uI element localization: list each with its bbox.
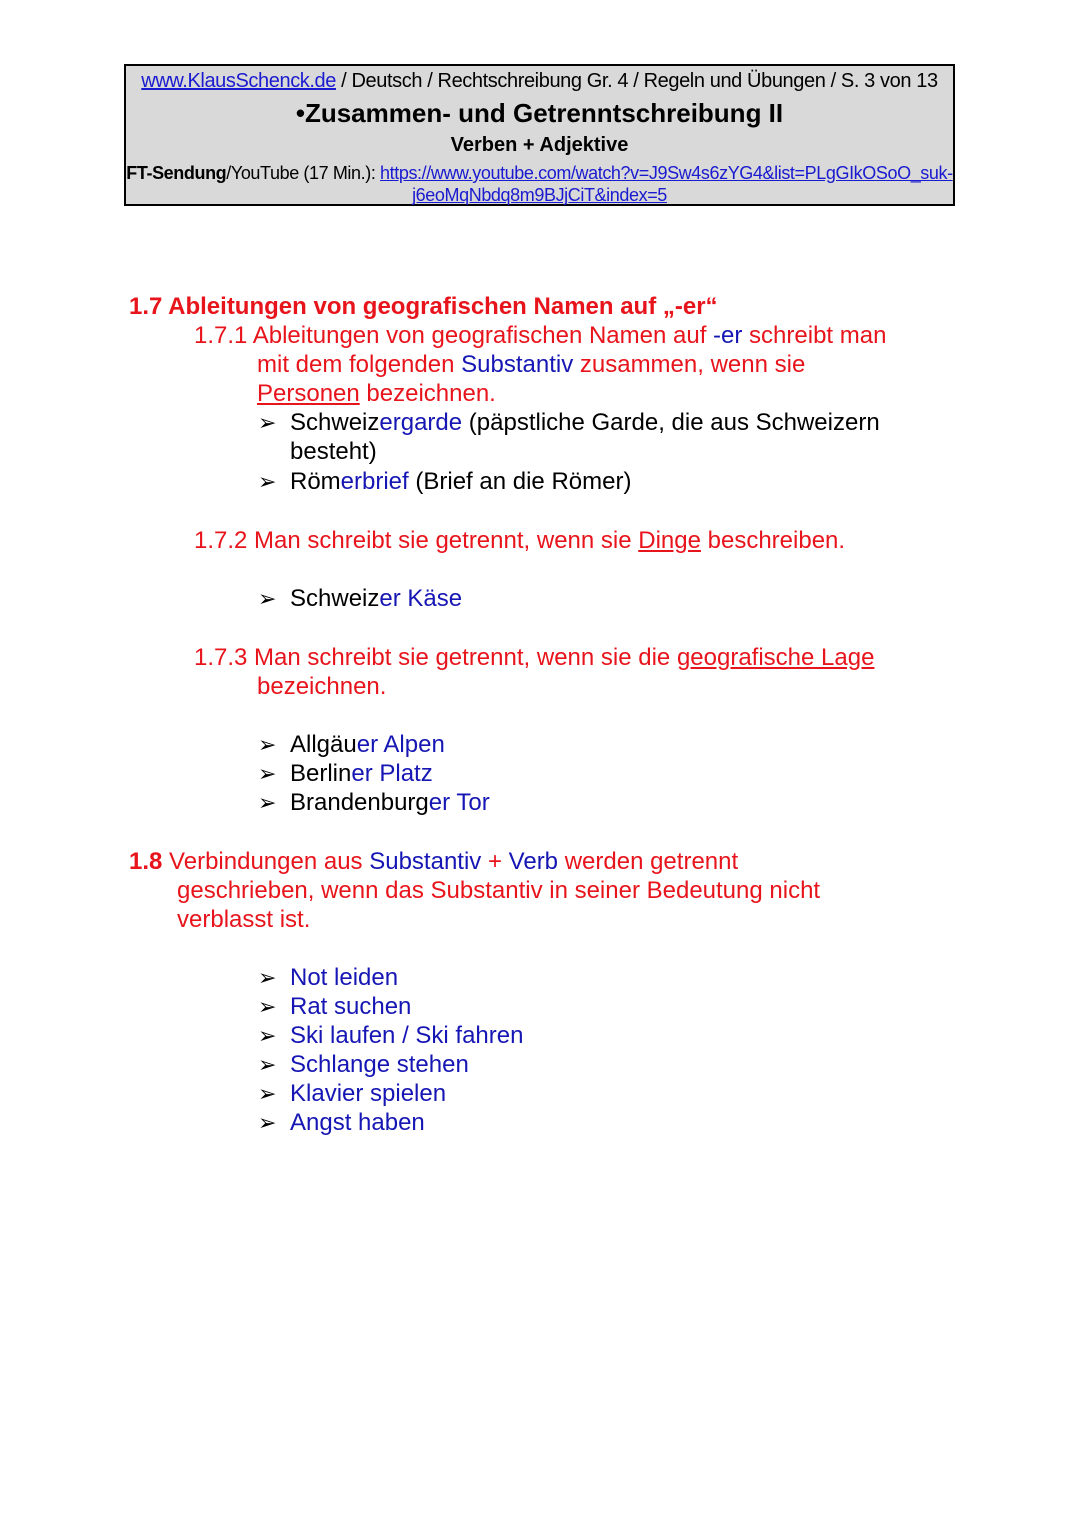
- bullet-arrow-icon: ➢: [258, 586, 277, 611]
- rule-text: 1.7.1 Ableitungen von geografischen Namen auf: [194, 322, 714, 349]
- example-berliner-platz: [290, 759, 433, 788]
- video-source: /YouTube (17 Min.):: [226, 163, 381, 183]
- example-roemerbrief: [290, 467, 631, 496]
- example-compound: erbrief: [340, 468, 409, 495]
- rule-1-7-3-line1: [194, 643, 874, 672]
- rule-1-7-3-line2: bezeichnen.: [257, 673, 387, 700]
- bullet-arrow-icon: ➢: [258, 761, 277, 786]
- keyword-verb: Verb: [508, 848, 559, 875]
- breadcrumb: / Deutsch / Rechtschreibung Gr. 4 / Regeln und Übungen /: [336, 70, 841, 92]
- rule-1-7-2: [194, 526, 845, 555]
- list-item: Klavier spielen: [290, 1080, 447, 1107]
- example-stem: Schweiz: [290, 409, 380, 436]
- rule-text: 1.7.3 Man schreibt sie getrennt, wenn sie die: [194, 644, 677, 671]
- section-1-8-heading: [129, 847, 738, 876]
- rule-text: zusammen, wenn sie: [573, 351, 806, 378]
- bullet-arrow-icon: ➢: [258, 732, 277, 757]
- example-stem: Schweiz: [290, 585, 380, 612]
- example-phrase: er Käse: [379, 585, 463, 612]
- example-explanation: (päpstliche Garde, die aus Schweizern: [462, 409, 880, 436]
- keyword-substantiv: Substantiv: [461, 351, 574, 378]
- example-stem: Berlin: [290, 760, 352, 787]
- example-stem: Röm: [290, 468, 341, 495]
- rule-text: schreibt man: [742, 322, 887, 349]
- example-schweizer-kaese: [290, 584, 462, 613]
- header-box: [124, 64, 955, 206]
- keyword-personen: Personen: [257, 380, 360, 407]
- video-link-cont[interactable]: j6eoMqNbdq8m9BJjCiT&index=5: [412, 185, 667, 205]
- rule-text: mit dem folgenden: [257, 351, 462, 378]
- section-1-8-line3: verblasst ist.: [177, 906, 311, 933]
- section-1-7-heading: 1.7 Ableitungen von geografischen Namen auf „-er“: [129, 293, 718, 320]
- example-brandenburger-tor: [290, 788, 490, 817]
- example-phrase: er Alpen: [356, 731, 445, 758]
- example-explanation-cont: besteht): [290, 438, 377, 465]
- bullet-arrow-icon: ➢: [258, 1081, 277, 1106]
- rule-text: beschreiben.: [700, 527, 846, 554]
- rule-1-7-1-line3: [257, 379, 496, 408]
- bullet-arrow-icon: ➢: [258, 965, 277, 990]
- video-info: [126, 162, 953, 206]
- rule-text: Verbindungen aus: [162, 848, 370, 875]
- rule-text: bezeichnen.: [359, 380, 496, 407]
- page-subtitle: Verben + Adjektive: [450, 134, 629, 156]
- rule-text: 1.7.2 Man schreibt sie getrennt, wenn sie: [194, 527, 639, 554]
- keyword-substantiv: Substantiv: [369, 848, 482, 875]
- section-number: 1.8: [129, 848, 163, 875]
- list-item: Angst haben: [290, 1109, 425, 1136]
- example-phrase: er Tor: [428, 789, 490, 816]
- bullet-arrow-icon: ➢: [258, 469, 277, 494]
- example-stem: Brandenburg: [290, 789, 429, 816]
- page-info: S. 3 von 13: [840, 70, 938, 92]
- page-title: •Zusammen- und Getrenntschreibung II: [295, 98, 784, 128]
- suffix-er: -er: [713, 322, 743, 349]
- bullet-arrow-icon: ➢: [258, 1110, 277, 1135]
- list-item: Rat suchen: [290, 993, 412, 1020]
- bullet-arrow-icon: ➢: [258, 994, 277, 1019]
- example-schweizergarde: [290, 408, 880, 466]
- example-explanation: (Brief an die Römer): [408, 468, 632, 495]
- example-phrase: er Platz: [351, 760, 433, 787]
- example-stem: Allgäu: [290, 731, 357, 758]
- site-link[interactable]: www.KlausSchenck.de: [141, 70, 337, 92]
- bullet-arrow-icon: ➢: [258, 410, 277, 435]
- list-item: Ski laufen / Ski fahren: [290, 1022, 524, 1049]
- rule-1-7-1-line2: [257, 350, 805, 379]
- example-compound: ergarde: [379, 409, 463, 436]
- video-label: FT-Sendung: [126, 163, 227, 183]
- video-link[interactable]: https://www.youtube.com/watch?v=J9Sw4s6zYG4&list=PLgGIkOSoO_suk-: [380, 163, 953, 183]
- section-1-8-line2: geschrieben, wenn das Substantiv in seiner Bedeutung nicht: [177, 877, 821, 904]
- rule-text: werden getrennt: [558, 848, 739, 875]
- keyword-dinge: Dinge: [638, 527, 701, 554]
- bullet-arrow-icon: ➢: [258, 790, 277, 815]
- plus-sign: +: [481, 848, 509, 875]
- keyword-geografische-lage: geografische Lage: [676, 644, 875, 671]
- list-item: Not leiden: [290, 964, 399, 991]
- bullet-arrow-icon: ➢: [258, 1023, 277, 1048]
- rule-1-7-1-line1: [194, 321, 886, 350]
- list-item: Schlange stehen: [290, 1051, 469, 1078]
- header-breadcrumb-line: [126, 70, 953, 93]
- bullet-arrow-icon: ➢: [258, 1052, 277, 1077]
- example-allgaeuer-alpen: [290, 730, 445, 759]
